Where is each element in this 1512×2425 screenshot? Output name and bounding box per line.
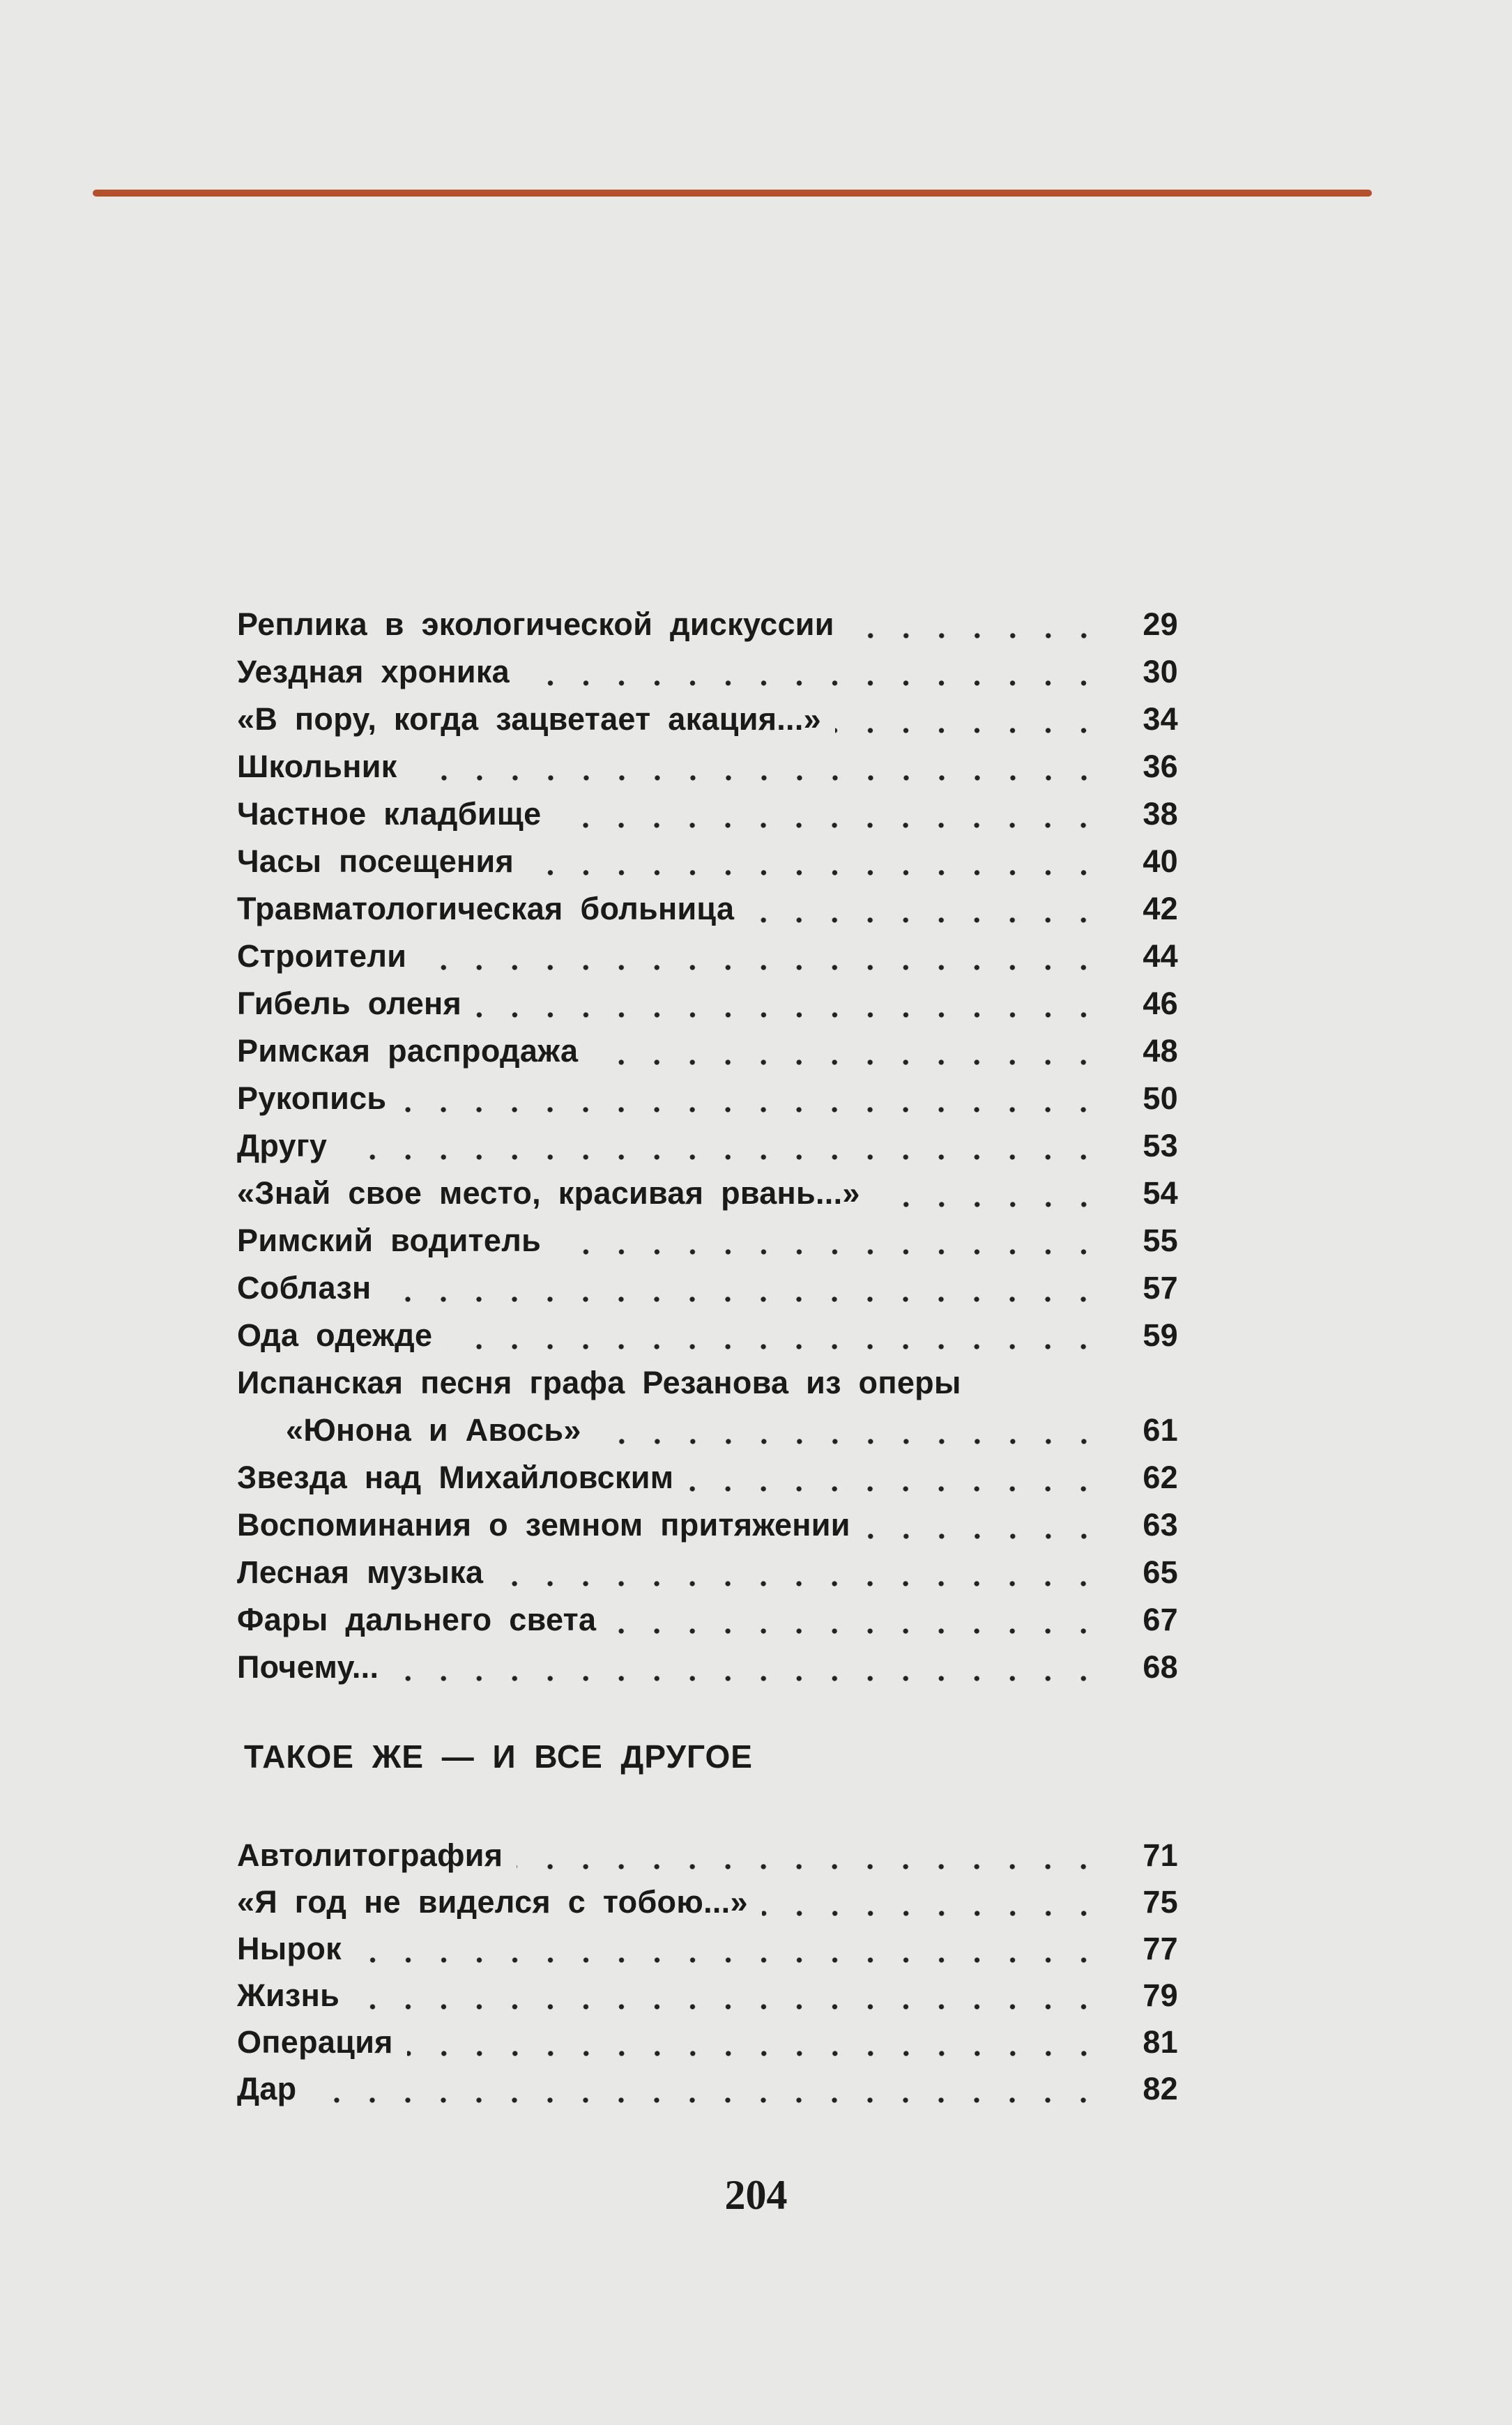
dot-leader	[400, 1075, 1101, 1122]
dot-leader	[411, 743, 1101, 790]
toc-entry-title: Жизнь	[237, 1978, 340, 2013]
toc-entry-title: Уездная хроника	[237, 654, 510, 689]
dot-leader	[595, 1407, 1101, 1454]
toc-entry	[237, 1879, 1178, 1925]
dot-leader	[341, 1122, 1101, 1170]
toc-entry-title: «Юнона и Авось»	[286, 1412, 581, 1448]
dot-leader	[687, 1454, 1101, 1501]
toc-entry-title: Почему...	[237, 1649, 379, 1685]
toc-entry	[237, 1312, 1178, 1359]
toc-entry-title: Рукопись	[237, 1080, 387, 1116]
dot-leader	[420, 933, 1101, 980]
toc-entry-title: Лесная музыка	[237, 1554, 484, 1590]
toc-entry	[237, 1925, 1178, 1972]
toc-entry	[237, 2019, 1178, 2065]
toc-entry-title: Автолитография	[237, 1837, 503, 1873]
toc-entry	[237, 1217, 1178, 1264]
toc-entry-page-number: 65	[1143, 1554, 1178, 1590]
toc-entry-title: Римский водитель	[237, 1223, 542, 1258]
toc-entry	[237, 1122, 1178, 1170]
toc-entry-page-number: 61	[1143, 1412, 1178, 1448]
toc-entry-title: Травматологическая больница	[237, 891, 735, 926]
dot-leader	[848, 601, 1101, 648]
toc-entry-page-number: 29	[1143, 606, 1178, 642]
toc-entry	[237, 743, 1178, 790]
toc-entry-title: Другу	[237, 1128, 328, 1163]
toc-entry-page-number: 75	[1143, 1884, 1178, 1920]
dot-leader	[555, 790, 1101, 838]
toc-entry	[237, 648, 1178, 696]
toc-entry-page-number: 54	[1143, 1175, 1178, 1211]
dot-leader	[392, 1644, 1101, 1691]
toc-entry-page-number: 30	[1143, 654, 1178, 689]
toc-entry-title: Дар	[237, 2071, 297, 2106]
toc-entry-page-number: 63	[1143, 1507, 1178, 1543]
toc-entry	[237, 2065, 1178, 2112]
toc-entry-page-number: 55	[1143, 1223, 1178, 1258]
toc-entry-page-number: 36	[1143, 749, 1178, 784]
toc-entry-page-number: 82	[1143, 2071, 1178, 2106]
toc-entry	[237, 1407, 1178, 1454]
dot-leader	[475, 980, 1101, 1027]
dot-leader	[407, 2019, 1101, 2066]
toc-entry-page-number: 48	[1143, 1033, 1178, 1069]
toc-entry-page-number: 57	[1143, 1270, 1178, 1306]
toc-entry-page-number: 71	[1143, 1837, 1178, 1873]
toc-entry-title: Соблазн	[237, 1270, 372, 1306]
toc-entry	[237, 1549, 1178, 1596]
dot-leader	[517, 1832, 1101, 1879]
toc-entry	[237, 790, 1178, 838]
toc-entry-page-number: 81	[1143, 2024, 1178, 2060]
dot-leader	[353, 1972, 1101, 2019]
toc-entry-title: Школьник	[237, 749, 397, 784]
toc-entry	[237, 838, 1178, 885]
toc-entry-page-number: 59	[1143, 1317, 1178, 1353]
top-decorative-rule	[93, 190, 1372, 197]
toc-entry	[237, 933, 1178, 980]
toc-entry-page-number: 46	[1143, 986, 1178, 1021]
toc-entry-title: Гибель оленя	[237, 986, 462, 1021]
toc-entry	[237, 1075, 1178, 1122]
table-of-contents-part2	[237, 1832, 1178, 2112]
toc-entry-page-number: 44	[1143, 938, 1178, 974]
dot-leader	[497, 1549, 1101, 1596]
toc-entry-page-number: 62	[1143, 1460, 1178, 1495]
toc-entry	[237, 1454, 1178, 1501]
toc-entry	[237, 1832, 1178, 1879]
toc-entry	[237, 885, 1178, 933]
dot-leader	[762, 1879, 1101, 1926]
toc-entry-title: Операция	[237, 2024, 393, 2060]
dot-leader	[310, 2065, 1101, 2113]
toc-entry-page-number: 50	[1143, 1080, 1178, 1116]
toc-entry-title: Воспоминания о земном притяжении	[237, 1507, 850, 1543]
toc-entry-title: Часы посещения	[237, 843, 514, 879]
dot-leader	[524, 648, 1101, 696]
toc-entry-page-number: 42	[1143, 891, 1178, 926]
table-of-contents-part1	[237, 601, 1178, 1691]
toc-entry	[237, 1501, 1178, 1549]
toc-entry-page-number: 38	[1143, 796, 1178, 832]
toc-entry-page-number: 40	[1143, 843, 1178, 879]
toc-entry	[237, 1972, 1178, 2019]
dot-leader	[748, 885, 1101, 933]
toc-entry	[237, 1170, 1178, 1217]
toc-entry-title: Реплика в экологической дискуссии	[237, 606, 834, 642]
dot-leader	[610, 1596, 1101, 1644]
dot-leader	[446, 1312, 1101, 1359]
dot-leader	[864, 1501, 1101, 1549]
dot-leader	[528, 838, 1101, 885]
toc-entry-title: Испанская песня графа Резанова из оперы	[237, 1365, 961, 1400]
toc-entry-title: Частное кладбище	[237, 796, 542, 832]
dot-leader	[555, 1217, 1101, 1264]
toc-entry-title: Римская распродажа	[237, 1033, 579, 1069]
toc-entry-page-number: 77	[1143, 1931, 1178, 1966]
page-number: 204	[724, 2172, 788, 2218]
toc-entry	[237, 1596, 1178, 1644]
toc-entry-title: Нырок	[237, 1931, 342, 1966]
section-heading: ТАКОЕ ЖЕ — И ВСЕ ДРУГОЕ	[244, 1738, 753, 1775]
dot-leader	[835, 696, 1101, 743]
dot-leader	[385, 1264, 1101, 1312]
dot-leader	[356, 1925, 1101, 1973]
toc-entry-title: Ода одежде	[237, 1317, 433, 1353]
toc-entry-page-number: 79	[1143, 1978, 1178, 2013]
toc-entry-page-number: 53	[1143, 1128, 1178, 1163]
toc-entry-title: «Знай свое место, красивая рвань...»	[237, 1175, 860, 1211]
toc-entry-page-number: 67	[1143, 1602, 1178, 1637]
toc-entry	[237, 1644, 1178, 1691]
toc-entry-page-number: 34	[1143, 701, 1178, 737]
toc-entry	[237, 696, 1178, 743]
toc-entry	[237, 1359, 1178, 1407]
toc-entry	[237, 1264, 1178, 1312]
dot-leader	[592, 1027, 1101, 1075]
toc-entry-title: Звезда над Михайловским	[237, 1460, 674, 1495]
dot-leader	[874, 1170, 1101, 1217]
toc-entry-title: Фары дальнего света	[237, 1602, 597, 1637]
toc-entry	[237, 601, 1178, 648]
toc-entry-title: Строители	[237, 938, 407, 974]
toc-entry-title: «Я год не виделся с тобою...»	[237, 1884, 748, 1920]
toc-entry	[237, 980, 1178, 1027]
toc-entry-title: «В пору, когда зацветает акация...»	[237, 701, 821, 737]
toc-entry	[237, 1027, 1178, 1075]
toc-entry-page-number: 68	[1143, 1649, 1178, 1685]
